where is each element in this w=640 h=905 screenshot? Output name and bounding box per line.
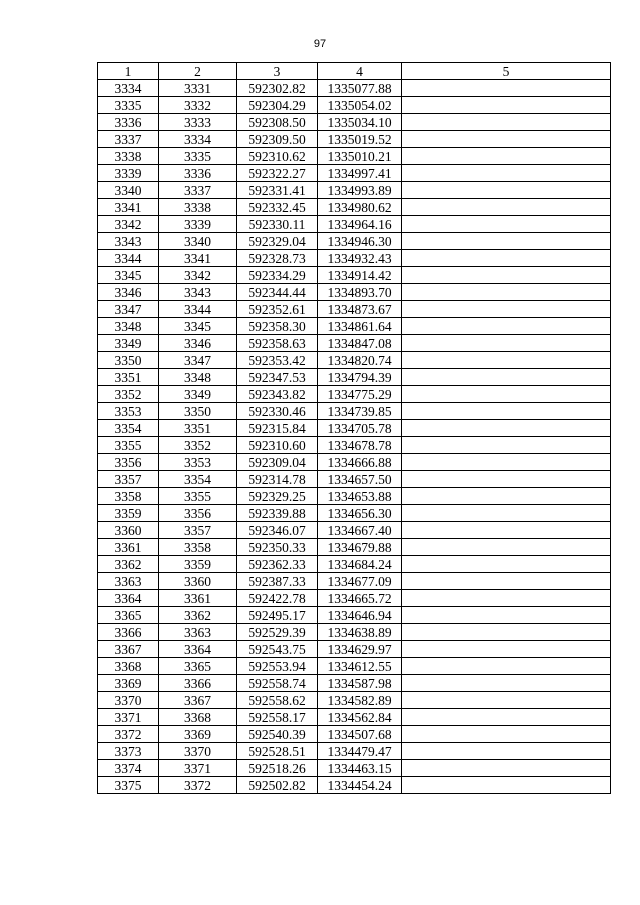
table-row xyxy=(98,165,611,182)
table-cell: 3369 xyxy=(159,726,237,743)
page-number: 97 xyxy=(313,38,327,50)
table-cell xyxy=(402,216,611,233)
table-cell: 1335034.10 xyxy=(318,114,402,131)
table-cell: 1334705.78 xyxy=(318,420,402,437)
table-cell: 592502.82 xyxy=(237,777,318,794)
table-cell: 1334964.16 xyxy=(318,216,402,233)
table-cell: 3341 xyxy=(159,250,237,267)
table-cell: 3370 xyxy=(159,743,237,760)
table-row xyxy=(98,114,611,131)
table-cell: 3363 xyxy=(98,573,159,590)
table-cell: 3368 xyxy=(98,658,159,675)
table-cell: 3341 xyxy=(98,199,159,216)
table-cell: 3357 xyxy=(98,471,159,488)
table-cell: 3347 xyxy=(98,301,159,318)
table-cell: 592422.78 xyxy=(237,590,318,607)
table-cell: 1334479.47 xyxy=(318,743,402,760)
table-cell: 3336 xyxy=(98,114,159,131)
table-cell: 592352.61 xyxy=(237,301,318,318)
table-cell: 1334794.39 xyxy=(318,369,402,386)
table-cell xyxy=(402,420,611,437)
table-cell: 1334684.24 xyxy=(318,556,402,573)
table-cell: 592310.62 xyxy=(237,148,318,165)
table-cell: 592346.07 xyxy=(237,522,318,539)
table-cell: 3373 xyxy=(98,743,159,760)
table-cell: 1334679.88 xyxy=(318,539,402,556)
table-cell: 3342 xyxy=(159,267,237,284)
table-row xyxy=(98,505,611,522)
table-cell xyxy=(402,386,611,403)
table-cell: 592309.50 xyxy=(237,131,318,148)
table-cell xyxy=(402,743,611,760)
table-cell: 592339.88 xyxy=(237,505,318,522)
table-cell: 3339 xyxy=(98,165,159,182)
table-cell: 3361 xyxy=(98,539,159,556)
table-row xyxy=(98,641,611,658)
table-cell xyxy=(402,284,611,301)
table-row xyxy=(98,420,611,437)
table-cell: 3355 xyxy=(98,437,159,454)
table-cell xyxy=(402,505,611,522)
table-row xyxy=(98,182,611,199)
table-cell: 3342 xyxy=(98,216,159,233)
table-cell: 1335077.88 xyxy=(318,80,402,97)
table-cell: 3350 xyxy=(159,403,237,420)
table-cell: 592358.30 xyxy=(237,318,318,335)
table-cell: 3353 xyxy=(98,403,159,420)
table-cell: 592315.84 xyxy=(237,420,318,437)
table-cell: 1334463.15 xyxy=(318,760,402,777)
table-cell: 3351 xyxy=(98,369,159,386)
table-cell xyxy=(402,250,611,267)
table-row xyxy=(98,352,611,369)
table-cell: 3339 xyxy=(159,216,237,233)
column-header: 5 xyxy=(402,63,611,80)
table-cell: 1334677.09 xyxy=(318,573,402,590)
table-cell: 592387.33 xyxy=(237,573,318,590)
table-cell: 3372 xyxy=(98,726,159,743)
table-cell: 1334997.41 xyxy=(318,165,402,182)
table-cell: 3362 xyxy=(98,556,159,573)
table-cell xyxy=(402,148,611,165)
table-cell xyxy=(402,641,611,658)
table-row xyxy=(98,539,611,556)
table-cell: 3361 xyxy=(159,590,237,607)
table-cell: 1334847.08 xyxy=(318,335,402,352)
table-cell: 3335 xyxy=(98,97,159,114)
table-cell xyxy=(402,437,611,454)
table-cell: 3349 xyxy=(98,335,159,352)
table-cell xyxy=(402,335,611,352)
table-cell: 592529.39 xyxy=(237,624,318,641)
table-cell: 3360 xyxy=(98,522,159,539)
table-header-row xyxy=(98,63,611,80)
table-cell: 592309.04 xyxy=(237,454,318,471)
table-cell: 592543.75 xyxy=(237,641,318,658)
table-cell: 1334873.67 xyxy=(318,301,402,318)
table-row xyxy=(98,488,611,505)
table-cell: 3369 xyxy=(98,675,159,692)
table-cell: 3354 xyxy=(159,471,237,488)
table-cell: 592330.11 xyxy=(237,216,318,233)
table-row xyxy=(98,590,611,607)
table-cell: 1334665.72 xyxy=(318,590,402,607)
table-cell: 592344.44 xyxy=(237,284,318,301)
table-row xyxy=(98,607,611,624)
table-cell: 592329.25 xyxy=(237,488,318,505)
table-cell: 592518.26 xyxy=(237,760,318,777)
table-cell: 1334993.89 xyxy=(318,182,402,199)
table-cell xyxy=(402,97,611,114)
table-cell xyxy=(402,131,611,148)
table-cell xyxy=(402,233,611,250)
table-cell: 592322.27 xyxy=(237,165,318,182)
table-cell xyxy=(402,522,611,539)
table-cell: 1334657.50 xyxy=(318,471,402,488)
table-cell xyxy=(402,403,611,420)
table-cell xyxy=(402,726,611,743)
table-cell: 1334820.74 xyxy=(318,352,402,369)
table-cell: 3350 xyxy=(98,352,159,369)
table-row xyxy=(98,131,611,148)
table-cell xyxy=(402,165,611,182)
table-row xyxy=(98,726,611,743)
table-cell: 3337 xyxy=(159,182,237,199)
table-cell xyxy=(402,777,611,794)
table-cell: 3364 xyxy=(159,641,237,658)
table-cell: 3338 xyxy=(98,148,159,165)
table-body xyxy=(98,80,611,794)
table-cell: 3364 xyxy=(98,590,159,607)
table-cell xyxy=(402,539,611,556)
table-cell: 1334739.85 xyxy=(318,403,402,420)
table-row xyxy=(98,573,611,590)
table-cell: 3366 xyxy=(159,675,237,692)
table-cell: 1334562.84 xyxy=(318,709,402,726)
table-cell: 1334914.42 xyxy=(318,267,402,284)
table-row xyxy=(98,743,611,760)
table-cell: 3343 xyxy=(98,233,159,250)
table-cell xyxy=(402,318,611,335)
table-row xyxy=(98,335,611,352)
table-cell: 3372 xyxy=(159,777,237,794)
table-cell: 3331 xyxy=(159,80,237,97)
table-cell xyxy=(402,488,611,505)
table-cell xyxy=(402,454,611,471)
table-cell: 3358 xyxy=(98,488,159,505)
table-cell: 592528.51 xyxy=(237,743,318,760)
table-cell: 3368 xyxy=(159,709,237,726)
table-cell: 3334 xyxy=(98,80,159,97)
table-cell: 592558.62 xyxy=(237,692,318,709)
table-cell xyxy=(402,471,611,488)
table-cell: 592310.60 xyxy=(237,437,318,454)
table-cell: 3365 xyxy=(98,607,159,624)
table-row xyxy=(98,658,611,675)
table-cell: 3344 xyxy=(159,301,237,318)
table-row xyxy=(98,454,611,471)
table-cell: 3347 xyxy=(159,352,237,369)
table-cell: 592495.17 xyxy=(237,607,318,624)
table-cell: 1334612.55 xyxy=(318,658,402,675)
table-row xyxy=(98,709,611,726)
table-cell: 1334638.89 xyxy=(318,624,402,641)
table-cell: 3345 xyxy=(159,318,237,335)
table-cell: 592540.39 xyxy=(237,726,318,743)
table-cell: 592314.78 xyxy=(237,471,318,488)
table-cell: 1334861.64 xyxy=(318,318,402,335)
table-row xyxy=(98,369,611,386)
table-cell: 592343.82 xyxy=(237,386,318,403)
table-cell xyxy=(402,573,611,590)
table-cell: 3343 xyxy=(159,284,237,301)
column-header: 1 xyxy=(98,63,159,80)
table-cell: 592331.41 xyxy=(237,182,318,199)
table-cell: 592553.94 xyxy=(237,658,318,675)
table-cell: 3340 xyxy=(98,182,159,199)
table-cell: 3360 xyxy=(159,573,237,590)
table-cell: 3349 xyxy=(159,386,237,403)
table-row xyxy=(98,216,611,233)
table-cell: 1334587.98 xyxy=(318,675,402,692)
table-cell xyxy=(402,352,611,369)
table-row xyxy=(98,233,611,250)
table-row xyxy=(98,760,611,777)
table-cell: 592304.29 xyxy=(237,97,318,114)
table-row xyxy=(98,267,611,284)
table-cell: 3346 xyxy=(98,284,159,301)
table-cell: 3344 xyxy=(98,250,159,267)
table-row xyxy=(98,199,611,216)
table-cell: 3337 xyxy=(98,131,159,148)
table-cell: 3367 xyxy=(98,641,159,658)
table-cell: 592558.17 xyxy=(237,709,318,726)
table-cell: 1334932.43 xyxy=(318,250,402,267)
table-cell: 3333 xyxy=(159,114,237,131)
table-row xyxy=(98,80,611,97)
table-cell: 592330.46 xyxy=(237,403,318,420)
table-cell: 3365 xyxy=(159,658,237,675)
table-cell: 1334656.30 xyxy=(318,505,402,522)
table-row xyxy=(98,471,611,488)
table-row xyxy=(98,522,611,539)
table-cell: 3340 xyxy=(159,233,237,250)
table-row xyxy=(98,675,611,692)
table-cell: 3359 xyxy=(98,505,159,522)
table-cell: 3353 xyxy=(159,454,237,471)
table-row xyxy=(98,386,611,403)
table-cell: 1334653.88 xyxy=(318,488,402,505)
column-header: 3 xyxy=(237,63,318,80)
table-row xyxy=(98,148,611,165)
table-cell: 1335054.02 xyxy=(318,97,402,114)
table-cell: 3363 xyxy=(159,624,237,641)
table-cell: 592347.53 xyxy=(237,369,318,386)
table-row xyxy=(98,437,611,454)
table-cell: 1334893.70 xyxy=(318,284,402,301)
table-cell: 3371 xyxy=(159,760,237,777)
table-cell: 1334646.94 xyxy=(318,607,402,624)
table-cell: 1334629.97 xyxy=(318,641,402,658)
table-cell: 1334666.88 xyxy=(318,454,402,471)
table-cell xyxy=(402,590,611,607)
table-cell: 592350.33 xyxy=(237,539,318,556)
table-cell: 1334775.29 xyxy=(318,386,402,403)
table-cell xyxy=(402,80,611,97)
table-cell: 1334678.78 xyxy=(318,437,402,454)
table-cell xyxy=(402,658,611,675)
table-cell xyxy=(402,114,611,131)
table-row xyxy=(98,97,611,114)
table-cell xyxy=(402,556,611,573)
table-row xyxy=(98,250,611,267)
table-cell: 3359 xyxy=(159,556,237,573)
table-cell: 592328.73 xyxy=(237,250,318,267)
table-cell: 3345 xyxy=(98,267,159,284)
table-cell: 1334980.62 xyxy=(318,199,402,216)
table-cell xyxy=(402,199,611,216)
column-header: 4 xyxy=(318,63,402,80)
table-cell: 3358 xyxy=(159,539,237,556)
table-cell xyxy=(402,369,611,386)
table-cell xyxy=(402,301,611,318)
table-cell xyxy=(402,675,611,692)
table-cell xyxy=(402,182,611,199)
table-cell: 3354 xyxy=(98,420,159,437)
table-cell: 592353.42 xyxy=(237,352,318,369)
table-cell: 1334454.24 xyxy=(318,777,402,794)
table-cell: 592558.74 xyxy=(237,675,318,692)
table-cell: 3334 xyxy=(159,131,237,148)
table-cell: 3370 xyxy=(98,692,159,709)
table-cell: 3335 xyxy=(159,148,237,165)
table-cell: 1334946.30 xyxy=(318,233,402,250)
table-cell: 1334667.40 xyxy=(318,522,402,539)
table-cell: 3367 xyxy=(159,692,237,709)
column-header: 2 xyxy=(159,63,237,80)
table-cell: 592332.45 xyxy=(237,199,318,216)
table-cell: 3348 xyxy=(98,318,159,335)
table-cell: 3336 xyxy=(159,165,237,182)
table-cell: 592302.82 xyxy=(237,80,318,97)
table-row xyxy=(98,692,611,709)
table-cell: 3366 xyxy=(98,624,159,641)
table-cell xyxy=(402,607,611,624)
table-row xyxy=(98,556,611,573)
table-cell: 3356 xyxy=(98,454,159,471)
table-cell: 3362 xyxy=(159,607,237,624)
table-cell: 592362.33 xyxy=(237,556,318,573)
table-cell: 3332 xyxy=(159,97,237,114)
table-cell xyxy=(402,624,611,641)
coordinates-table xyxy=(97,62,611,794)
table-row xyxy=(98,318,611,335)
table-cell: 3338 xyxy=(159,199,237,216)
table-cell: 1334507.68 xyxy=(318,726,402,743)
table-cell: 592358.63 xyxy=(237,335,318,352)
table-cell: 3346 xyxy=(159,335,237,352)
table-cell: 3352 xyxy=(159,437,237,454)
table-cell: 592329.04 xyxy=(237,233,318,250)
table-cell: 3351 xyxy=(159,420,237,437)
table-cell: 3357 xyxy=(159,522,237,539)
table-row xyxy=(98,284,611,301)
table-cell: 1335019.52 xyxy=(318,131,402,148)
table-row xyxy=(98,777,611,794)
table-cell: 592308.50 xyxy=(237,114,318,131)
table-cell xyxy=(402,760,611,777)
table-cell: 3371 xyxy=(98,709,159,726)
table-cell xyxy=(402,692,611,709)
table-cell: 3356 xyxy=(159,505,237,522)
table-row xyxy=(98,624,611,641)
table-cell xyxy=(402,267,611,284)
table-cell: 3375 xyxy=(98,777,159,794)
table-cell: 3374 xyxy=(98,760,159,777)
table-row xyxy=(98,403,611,420)
table-cell: 3352 xyxy=(98,386,159,403)
table-cell: 1335010.21 xyxy=(318,148,402,165)
table-cell: 592334.29 xyxy=(237,267,318,284)
table-cell: 1334582.89 xyxy=(318,692,402,709)
table-row xyxy=(98,301,611,318)
table-cell: 3348 xyxy=(159,369,237,386)
table-cell xyxy=(402,709,611,726)
table-cell: 3355 xyxy=(159,488,237,505)
